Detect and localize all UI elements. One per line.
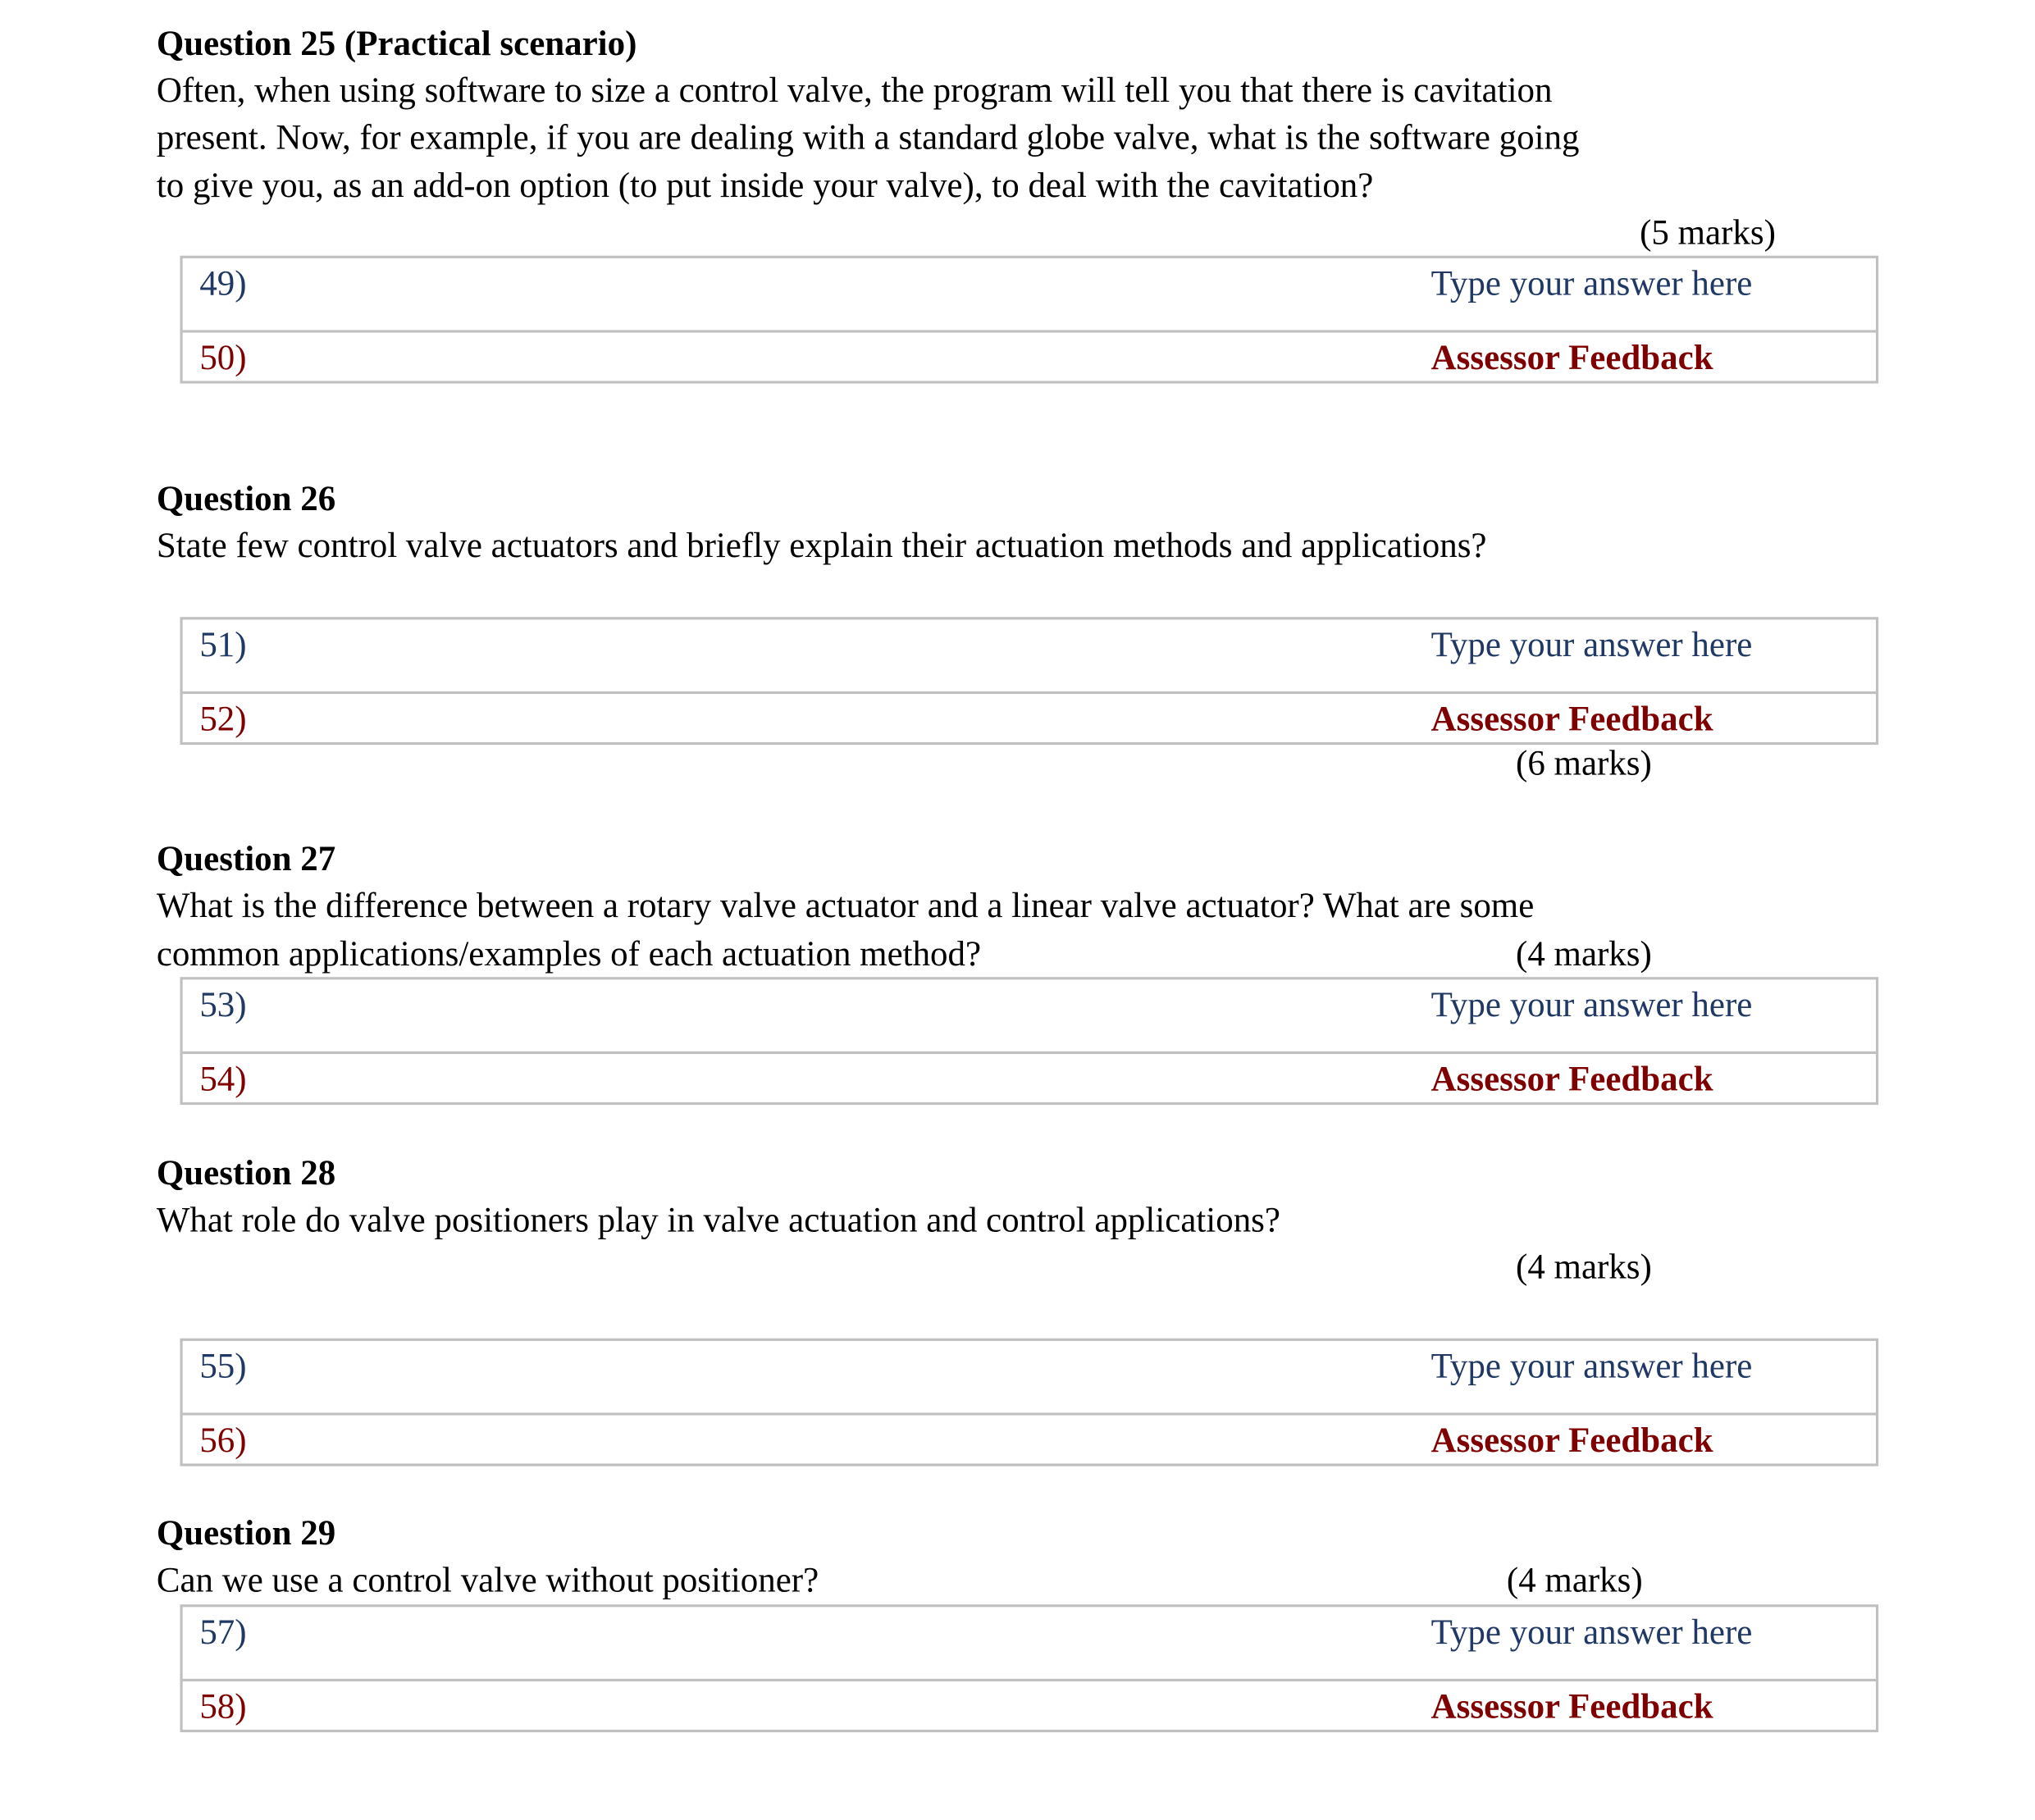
question-title: Question 26 — [156, 478, 336, 518]
answer-table — [180, 256, 1878, 384]
marks-label: (4 marks) — [1516, 1247, 1652, 1287]
question-title: Question 28 — [156, 1152, 336, 1193]
feedback-row[interactable] — [183, 1681, 1876, 1730]
assessor-feedback-label: Assessor Feedback — [1430, 1059, 1713, 1099]
assessor-feedback-label: Assessor Feedback — [1430, 337, 1713, 377]
feedback-row[interactable] — [183, 1054, 1876, 1102]
answer-row[interactable] — [183, 1607, 1876, 1681]
question-text: What is the difference between a rotary valve actuator and a linear valve actuator? What are some — [156, 885, 1535, 925]
marks-label: (6 marks) — [1516, 743, 1652, 783]
marks-label: (4 marks) — [1516, 933, 1652, 974]
answer-number: 57) — [199, 1612, 247, 1652]
answer-input-placeholder[interactable]: Type your answer here — [1430, 1346, 1753, 1386]
feedback-number: 56) — [199, 1420, 247, 1460]
answer-number: 53) — [199, 984, 247, 1024]
feedback-number: 58) — [199, 1686, 247, 1726]
answer-number: 51) — [199, 624, 247, 664]
answer-row[interactable] — [183, 1341, 1876, 1416]
answer-row[interactable] — [183, 619, 1876, 694]
question-title: Question 25 (Practical scenario) — [156, 23, 637, 63]
answer-table — [180, 1604, 1878, 1732]
assessor-feedback-label: Assessor Feedback — [1430, 699, 1713, 739]
question-text: Often, when using software to size a control valve, the program will tell you that there is cavitation — [156, 70, 1553, 110]
feedback-number: 50) — [199, 337, 247, 377]
answer-row[interactable] — [183, 979, 1876, 1054]
question-title: Question 27 — [156, 838, 336, 878]
question-text: to give you, as an add-on option (to put inside your valve), to deal with the cavitation? — [156, 165, 1374, 205]
assessor-feedback-label: Assessor Feedback — [1430, 1686, 1713, 1726]
assessor-feedback-label: Assessor Feedback — [1430, 1420, 1713, 1460]
answer-input-placeholder[interactable]: Type your answer here — [1430, 984, 1753, 1024]
feedback-row[interactable] — [183, 333, 1876, 381]
question-title: Question 29 — [156, 1512, 336, 1553]
answer-input-placeholder[interactable]: Type your answer here — [1430, 263, 1753, 303]
answer-table — [180, 617, 1878, 745]
question-text: present. Now, for example, if you are dealing with a standard globe valve, what is the software going — [156, 117, 1580, 157]
feedback-number: 54) — [199, 1059, 247, 1099]
marks-label: (4 marks) — [1506, 1560, 1643, 1599]
answer-table — [180, 1339, 1878, 1466]
question-text: State few control valve actuators and briefly explain their actuation methods and applications? — [156, 525, 1487, 565]
question-text: What role do valve positioners play in valve actuation and control applications? — [156, 1200, 1280, 1239]
feedback-row[interactable] — [183, 1416, 1876, 1464]
feedback-row[interactable] — [183, 694, 1876, 742]
answer-row[interactable] — [183, 258, 1876, 333]
question-text: common applications/examples of each actuation method? — [156, 933, 982, 974]
answer-input-placeholder[interactable]: Type your answer here — [1430, 624, 1753, 664]
answer-input-placeholder[interactable]: Type your answer here — [1430, 1612, 1753, 1652]
question-text: Can we use a control valve without positioner? — [156, 1560, 819, 1599]
feedback-number: 52) — [199, 699, 247, 739]
answer-table — [180, 977, 1878, 1105]
answer-number: 49) — [199, 263, 247, 303]
marks-label: (5 marks) — [1640, 212, 1776, 252]
answer-number: 55) — [199, 1346, 247, 1386]
